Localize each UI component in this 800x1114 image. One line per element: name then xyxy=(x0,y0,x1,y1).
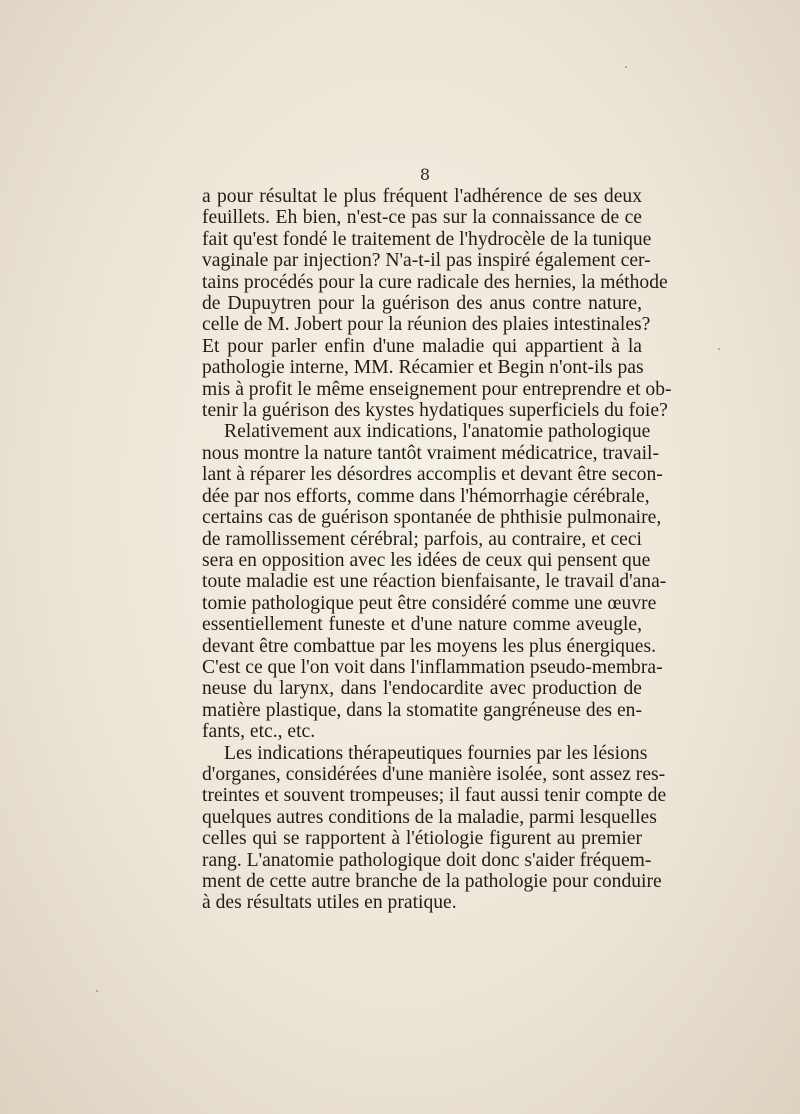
text-line: C'est ce que l'on voit dans l'inflammation pseudo-membra- xyxy=(202,656,663,678)
text-line: a pour résultat le plus fréquent l'adhérence de ses deux xyxy=(202,186,642,207)
body-text xyxy=(202,186,672,914)
text-line: sera en opposition avec les idées de ceux qui pensent que xyxy=(202,549,651,571)
text-line: matière plastique, dans la stomatite gangréneuse des en- xyxy=(202,699,642,721)
text-line: toute maladie est une réaction bienfaisante, le travail d'ana- xyxy=(202,571,667,593)
text-line: mis à profit le même enseignement pour entreprendre et ob- xyxy=(202,378,672,400)
text-line: tains procédés pour la cure radicale des hernies, la méthode xyxy=(202,271,668,293)
text-line: dée par nos efforts, comme dans l'hémorrhagie cérébrale, xyxy=(202,485,650,507)
text-line: rang. L'anatomie pathologique doit donc s'aider fréquem- xyxy=(202,849,652,871)
text-line: essentiellement funeste et d'une nature comme aveugle, xyxy=(202,614,642,636)
text-line: à des résultats utiles en pratique. xyxy=(202,892,457,914)
text-line: tenir la guérison des kystes hydatiques superficiels du foie? xyxy=(202,400,668,422)
text-line: nous montre la nature tantôt vraiment médicatrice, travail- xyxy=(202,442,660,464)
text-line: lant à réparer les désordres accomplis et devant être secon- xyxy=(202,464,663,486)
text-line: fants, etc., etc. xyxy=(202,721,316,743)
paper-speck xyxy=(625,66,627,68)
text-line: ment de cette autre branche de la pathologie pour conduire xyxy=(202,871,662,892)
page-number: 8 xyxy=(419,165,431,184)
text-line: devant être combattue par les moyens les plus énergiques. xyxy=(202,635,656,657)
text-line: fait qu'est fondé le traitement de l'hydrocèle de la tunique xyxy=(202,228,652,250)
text-line: de Dupuytren pour la guérison des anus contre nature, xyxy=(202,293,642,315)
text-line: feuillets. Eh bien, n'est-ce pas sur la connaissance de ce xyxy=(202,207,642,229)
paragraph-start: Les indications thérapeutiques fournies par les lésions xyxy=(224,742,648,764)
text-line: certains cas de guérison spontanée de phthisie pulmonaire, xyxy=(202,507,662,529)
paper-speck xyxy=(96,990,98,992)
text-line: Et pour parler enfin d'une maladie qui appartient à la xyxy=(202,335,642,357)
text-line: vaginale par injection? N'a-t-il pas inspiré également cer- xyxy=(202,250,651,272)
text-line: de ramollissement cérébral; parfois, au contraire, et ceci xyxy=(202,528,642,550)
text-line: celles qui se rapportent à l'étiologie figurent au premier xyxy=(202,828,642,850)
text-line: pathologie interne, MM. Récamier et Begin n'ont-ils pas xyxy=(202,357,644,379)
text-line: celle de M. Jobert pour la réunion des plaies intestinales? xyxy=(202,314,651,336)
paragraph-start: Relativement aux indications, l'anatomie pathologique xyxy=(224,421,651,443)
paper-speck xyxy=(718,348,720,350)
text-line: d'organes, considérées d'une manière isolée, sont assez res- xyxy=(202,763,666,785)
text-line: treintes et souvent trompeuses; il faut aussi tenir compte de xyxy=(202,785,667,807)
text-line: tomie pathologique peut être considéré comme une œuvre xyxy=(202,592,657,614)
text-line: quelques autres conditions de la maladie, parmi lesquelles xyxy=(202,806,657,828)
text-line: neuse du larynx, dans l'endocardite avec production de xyxy=(202,678,642,700)
